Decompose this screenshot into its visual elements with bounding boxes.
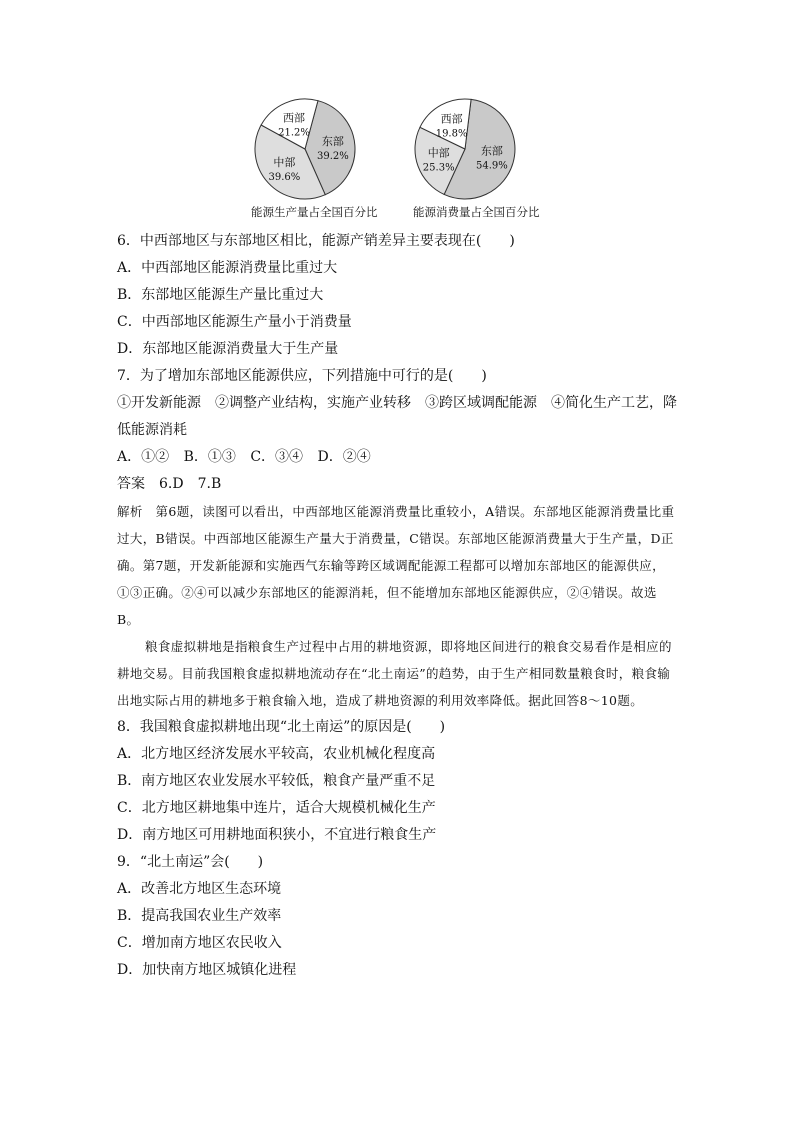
question-7-stem: 7．为了增加东部地区能源供应，下列措施中可行的是( ) <box>117 368 487 384</box>
consumption-pie-chart <box>400 96 560 220</box>
question-9-option-c: C．增加南方地区农民收入 <box>117 935 282 951</box>
pie-slice-value-1-0: 54.9% <box>476 160 508 172</box>
reading-passage: 粮食虚拟耕地是指粮食生产过程中占用的耕地资源，即将地区间进行的粮食交易看作是相应的耕地交易。目前我国粮食虚拟耕地流动存在“北土南运”的趋势，由于生产相同数量粮食时，粮食输出地实际占用的耕地多于粮食输入地，造成了耕地资源的利用效率降低。据此回答8～10题。 <box>117 639 672 708</box>
question-6-option-a: A．中西部地区能源消费量比重过大 <box>117 260 338 276</box>
question-7-option-d: D．②④ <box>317 449 371 465</box>
pie-slice-value-1-2: 19.8% <box>435 128 468 140</box>
question-8-stem: 8．我国粮食虚拟耕地出现“北土南运”的原因是( ) <box>117 719 446 735</box>
question-8-option-d: D．南方地区可用耕地面积狭小，不宜进行粮食生产 <box>117 827 437 843</box>
production-pie-caption: 能源生产量占全国百分比 <box>251 205 378 219</box>
production-pie-svg <box>240 96 400 206</box>
pie-slice-name-1-1: 中部 <box>427 146 450 160</box>
question-6-option-c: C．中西部地区能源生产量小于消费量 <box>117 314 352 330</box>
question-7-option-a: A．①② <box>117 449 170 465</box>
question-7-option-c: C．③④ <box>250 449 304 465</box>
question-body <box>117 228 679 984</box>
question-6-option-d: D．东部地区能源消费量大于生产量 <box>117 341 339 357</box>
consumption-pie-svg <box>400 96 560 206</box>
analysis-paragraph: 解析 第6题，读图可以看出，中西部地区能源消费量比重较小，A错误。东部地区能源消费量比重过大，B错误。中西部地区能源生产量大于消费量，C错误。东部地区能源消费量大于生产量，D正确。第7题，开发新能源和实施西气东输等跨区域调配能源工程都可以增加东部地区的能源供应，①③正确。②④可以减少东部地区的能源消耗，但不能增加东部地区能源供应，②④错误。故选B。 <box>117 504 675 627</box>
question-9-stem: 9．“北土南运”会( ) <box>117 854 264 870</box>
question-8-option-c: C．北方地区耕地集中连片，适合大规模机械化生产 <box>117 800 436 816</box>
pie-slice-name-0-2: 西部 <box>283 111 305 125</box>
question-6-stem: 6．中西部地区与东部地区相比，能源产销差异主要表现在( ) <box>117 233 515 249</box>
question-9-option-d: D．加快南方地区城镇化进程 <box>117 962 297 978</box>
question-9-option-b: B．提高我国农业生产效率 <box>117 908 282 924</box>
pie-slice-value-0-1: 39.6% <box>268 172 301 183</box>
pie-slice-value-0-0: 39.2% <box>317 150 349 162</box>
pie-slice-name-1-0: 东部 <box>480 144 503 158</box>
pie-slice-value-1-1: 25.3% <box>422 162 455 174</box>
consumption-pie-caption: 能源消费量占全国百分比 <box>413 205 540 219</box>
pie-slice-value-0-2: 21.2% <box>278 127 310 139</box>
question-7-option-b: B．①③ <box>183 449 236 465</box>
pie-slice-name-1-2: 西部 <box>440 112 463 126</box>
question-7-statements: ①开发新能源 ②调整产业结构，实施产业转移 ③跨区域调配能源 ④简化生产工艺，降低能源消耗 <box>117 395 677 438</box>
pie-charts <box>240 96 560 220</box>
question-8-option-b: B．南方地区农业发展水平较低，粮食产量严重不足 <box>117 773 436 789</box>
question-8-option-a: A．北方地区经济发展水平较高，农业机械化程度高 <box>117 746 436 762</box>
question-7-options <box>117 444 679 471</box>
question-9-option-a: A．改善北方地区生态环境 <box>117 881 282 897</box>
pie-slice-name-0-1: 中部 <box>273 156 296 169</box>
question-6-option-b: B．东部地区能源生产量比重过大 <box>117 287 324 303</box>
pie-slice-name-0-0: 东部 <box>321 134 344 148</box>
answer-line: 答案 6.D 7.B <box>117 476 222 492</box>
production-pie-chart <box>240 96 400 220</box>
